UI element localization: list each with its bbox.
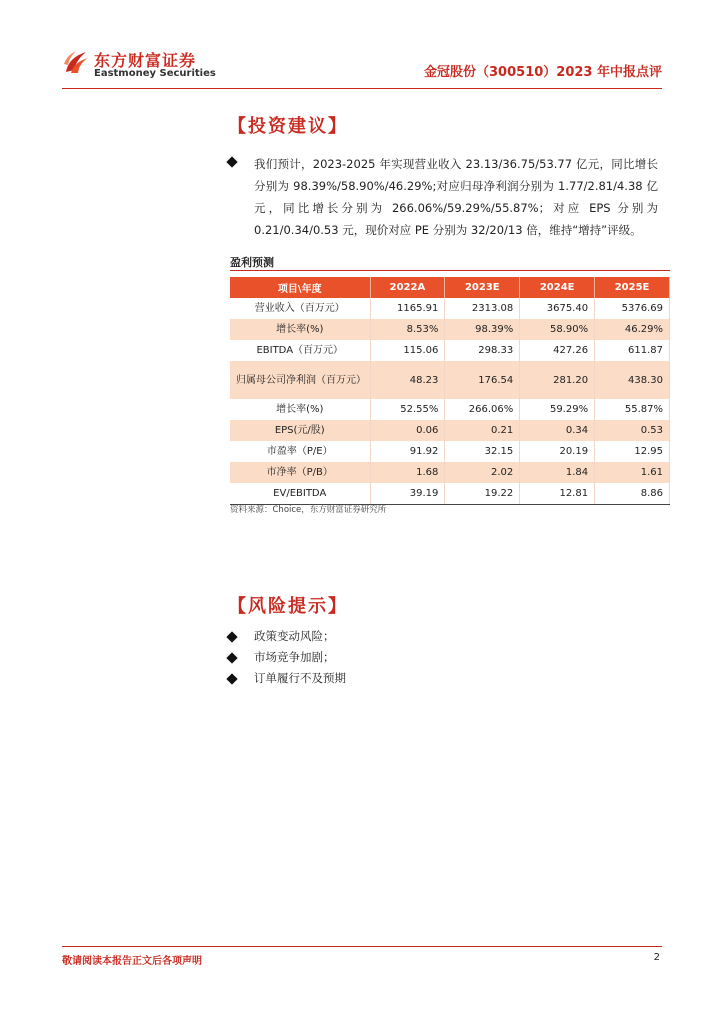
cell-value: 46.29% xyxy=(595,319,670,340)
header-cell: 2023E xyxy=(445,277,520,298)
risk-list xyxy=(228,626,346,689)
cell-value: 39.19 xyxy=(370,483,445,505)
table-title-divider xyxy=(230,270,670,271)
bullet-diamond-icon xyxy=(226,652,237,663)
list-item xyxy=(228,626,346,647)
footer-divider xyxy=(62,946,662,947)
row-label: EPS(元/股) xyxy=(230,420,370,441)
cell-value: 52.55% xyxy=(370,399,445,420)
risk-heading: 【风险提示】 xyxy=(228,596,348,617)
investment-text: 我们预计，2023-2025 年实现营业收入 23.13/36.75/53.77 亿元，同比增长分别为 98.39%/58.90%/46.29%;对应归母净利润分别为 1.77/2.81/4.38 亿元，同比增长分别为 266.06%/59.29%/55.87%；对应 EPS 分别为 0.21/0.34/0.53 元，现价对应 PE 分别为 32/20/13 倍，维持“增持”评级。 xyxy=(254,157,658,237)
header-cell: 2022A xyxy=(370,277,445,298)
row-label: 增长率(%) xyxy=(230,319,370,340)
cell-value: 176.54 xyxy=(445,361,520,399)
table-row xyxy=(230,361,670,399)
header-cell: 项目\年度 xyxy=(230,277,370,298)
document-title: 金冠股份（300510）2023 年中报点评 xyxy=(424,65,662,80)
cell-value: 0.21 xyxy=(445,420,520,441)
row-label: 增长率(%) xyxy=(230,399,370,420)
cell-value: 48.23 xyxy=(370,361,445,399)
cell-value: 32.15 xyxy=(445,441,520,462)
cell-value: 427.26 xyxy=(520,340,595,361)
risk-text: 市场竞争加剧； xyxy=(254,650,335,664)
cell-value: 3675.40 xyxy=(520,298,595,319)
cell-value: 1.84 xyxy=(520,462,595,483)
bullet-diamond-icon xyxy=(226,631,237,642)
bullet-diamond-icon xyxy=(226,156,237,167)
cell-value: 12.95 xyxy=(595,441,670,462)
cell-value: 438.30 xyxy=(595,361,670,399)
cell-value: 98.39% xyxy=(445,319,520,340)
cell-value: 0.53 xyxy=(595,420,670,441)
footer-disclaimer: 敬请阅读本报告正文后各项声明 xyxy=(62,956,202,967)
table-row xyxy=(230,399,670,420)
bullet-diamond-icon xyxy=(226,673,237,684)
list-item xyxy=(228,668,346,689)
cell-value: 1165.91 xyxy=(370,298,445,319)
cell-value: 281.20 xyxy=(520,361,595,399)
cell-value: 0.06 xyxy=(370,420,445,441)
table-row xyxy=(230,319,670,340)
eastmoney-logo-icon xyxy=(62,48,90,76)
cell-value: 55.87% xyxy=(595,399,670,420)
cell-value: 91.92 xyxy=(370,441,445,462)
investment-paragraph xyxy=(228,153,658,241)
cell-value: 2313.08 xyxy=(445,298,520,319)
row-label: 市盈率（P/E） xyxy=(230,441,370,462)
cell-value: 8.86 xyxy=(595,483,670,505)
cell-value: 19.22 xyxy=(445,483,520,505)
table-row xyxy=(230,340,670,361)
cell-value: 12.81 xyxy=(520,483,595,505)
cell-value: 1.61 xyxy=(595,462,670,483)
cell-value: 611.87 xyxy=(595,340,670,361)
risk-text: 订单履行不及预期 xyxy=(254,671,346,685)
page-number: 2 xyxy=(653,952,660,963)
list-item xyxy=(228,647,346,668)
page-header xyxy=(0,0,724,92)
logo-chinese-name: 东方财富证券 xyxy=(94,51,197,70)
cell-value: 2.02 xyxy=(445,462,520,483)
cell-value: 59.29% xyxy=(520,399,595,420)
table-row xyxy=(230,462,670,483)
risk-text: 政策变动风险； xyxy=(254,629,335,643)
logo-english-name: Eastmoney Securities xyxy=(94,68,216,79)
table-row xyxy=(230,298,670,319)
table-row xyxy=(230,483,670,505)
table-row xyxy=(230,420,670,441)
cell-value: 8.53% xyxy=(370,319,445,340)
cell-value: 5376.69 xyxy=(595,298,670,319)
cell-value: 1.68 xyxy=(370,462,445,483)
cell-value: 115.06 xyxy=(370,340,445,361)
row-label: 归属母公司净利润（百万元） xyxy=(230,361,370,399)
cell-value: 298.33 xyxy=(445,340,520,361)
row-label: EV/EBITDA xyxy=(230,483,370,505)
cell-value: 0.34 xyxy=(520,420,595,441)
header-divider xyxy=(62,88,662,89)
header-cell: 2025E xyxy=(595,277,670,298)
row-label: 市净率（P/B） xyxy=(230,462,370,483)
row-label: 营业收入（百万元） xyxy=(230,298,370,319)
investment-heading: 【投资建议】 xyxy=(228,116,348,137)
header-cell: 2024E xyxy=(520,277,595,298)
table-source-note: 资料来源：Choice，东方财富证券研究所 xyxy=(230,505,387,515)
cell-value: 20.19 xyxy=(520,441,595,462)
cell-value: 58.90% xyxy=(520,319,595,340)
cell-value: 266.06% xyxy=(445,399,520,420)
table-header-row xyxy=(230,277,670,298)
earnings-forecast-table xyxy=(230,277,670,505)
company-logo xyxy=(62,46,216,86)
table-title: 盈利预测 xyxy=(230,256,274,269)
row-label: EBITDA（百万元） xyxy=(230,340,370,361)
table-row xyxy=(230,441,670,462)
